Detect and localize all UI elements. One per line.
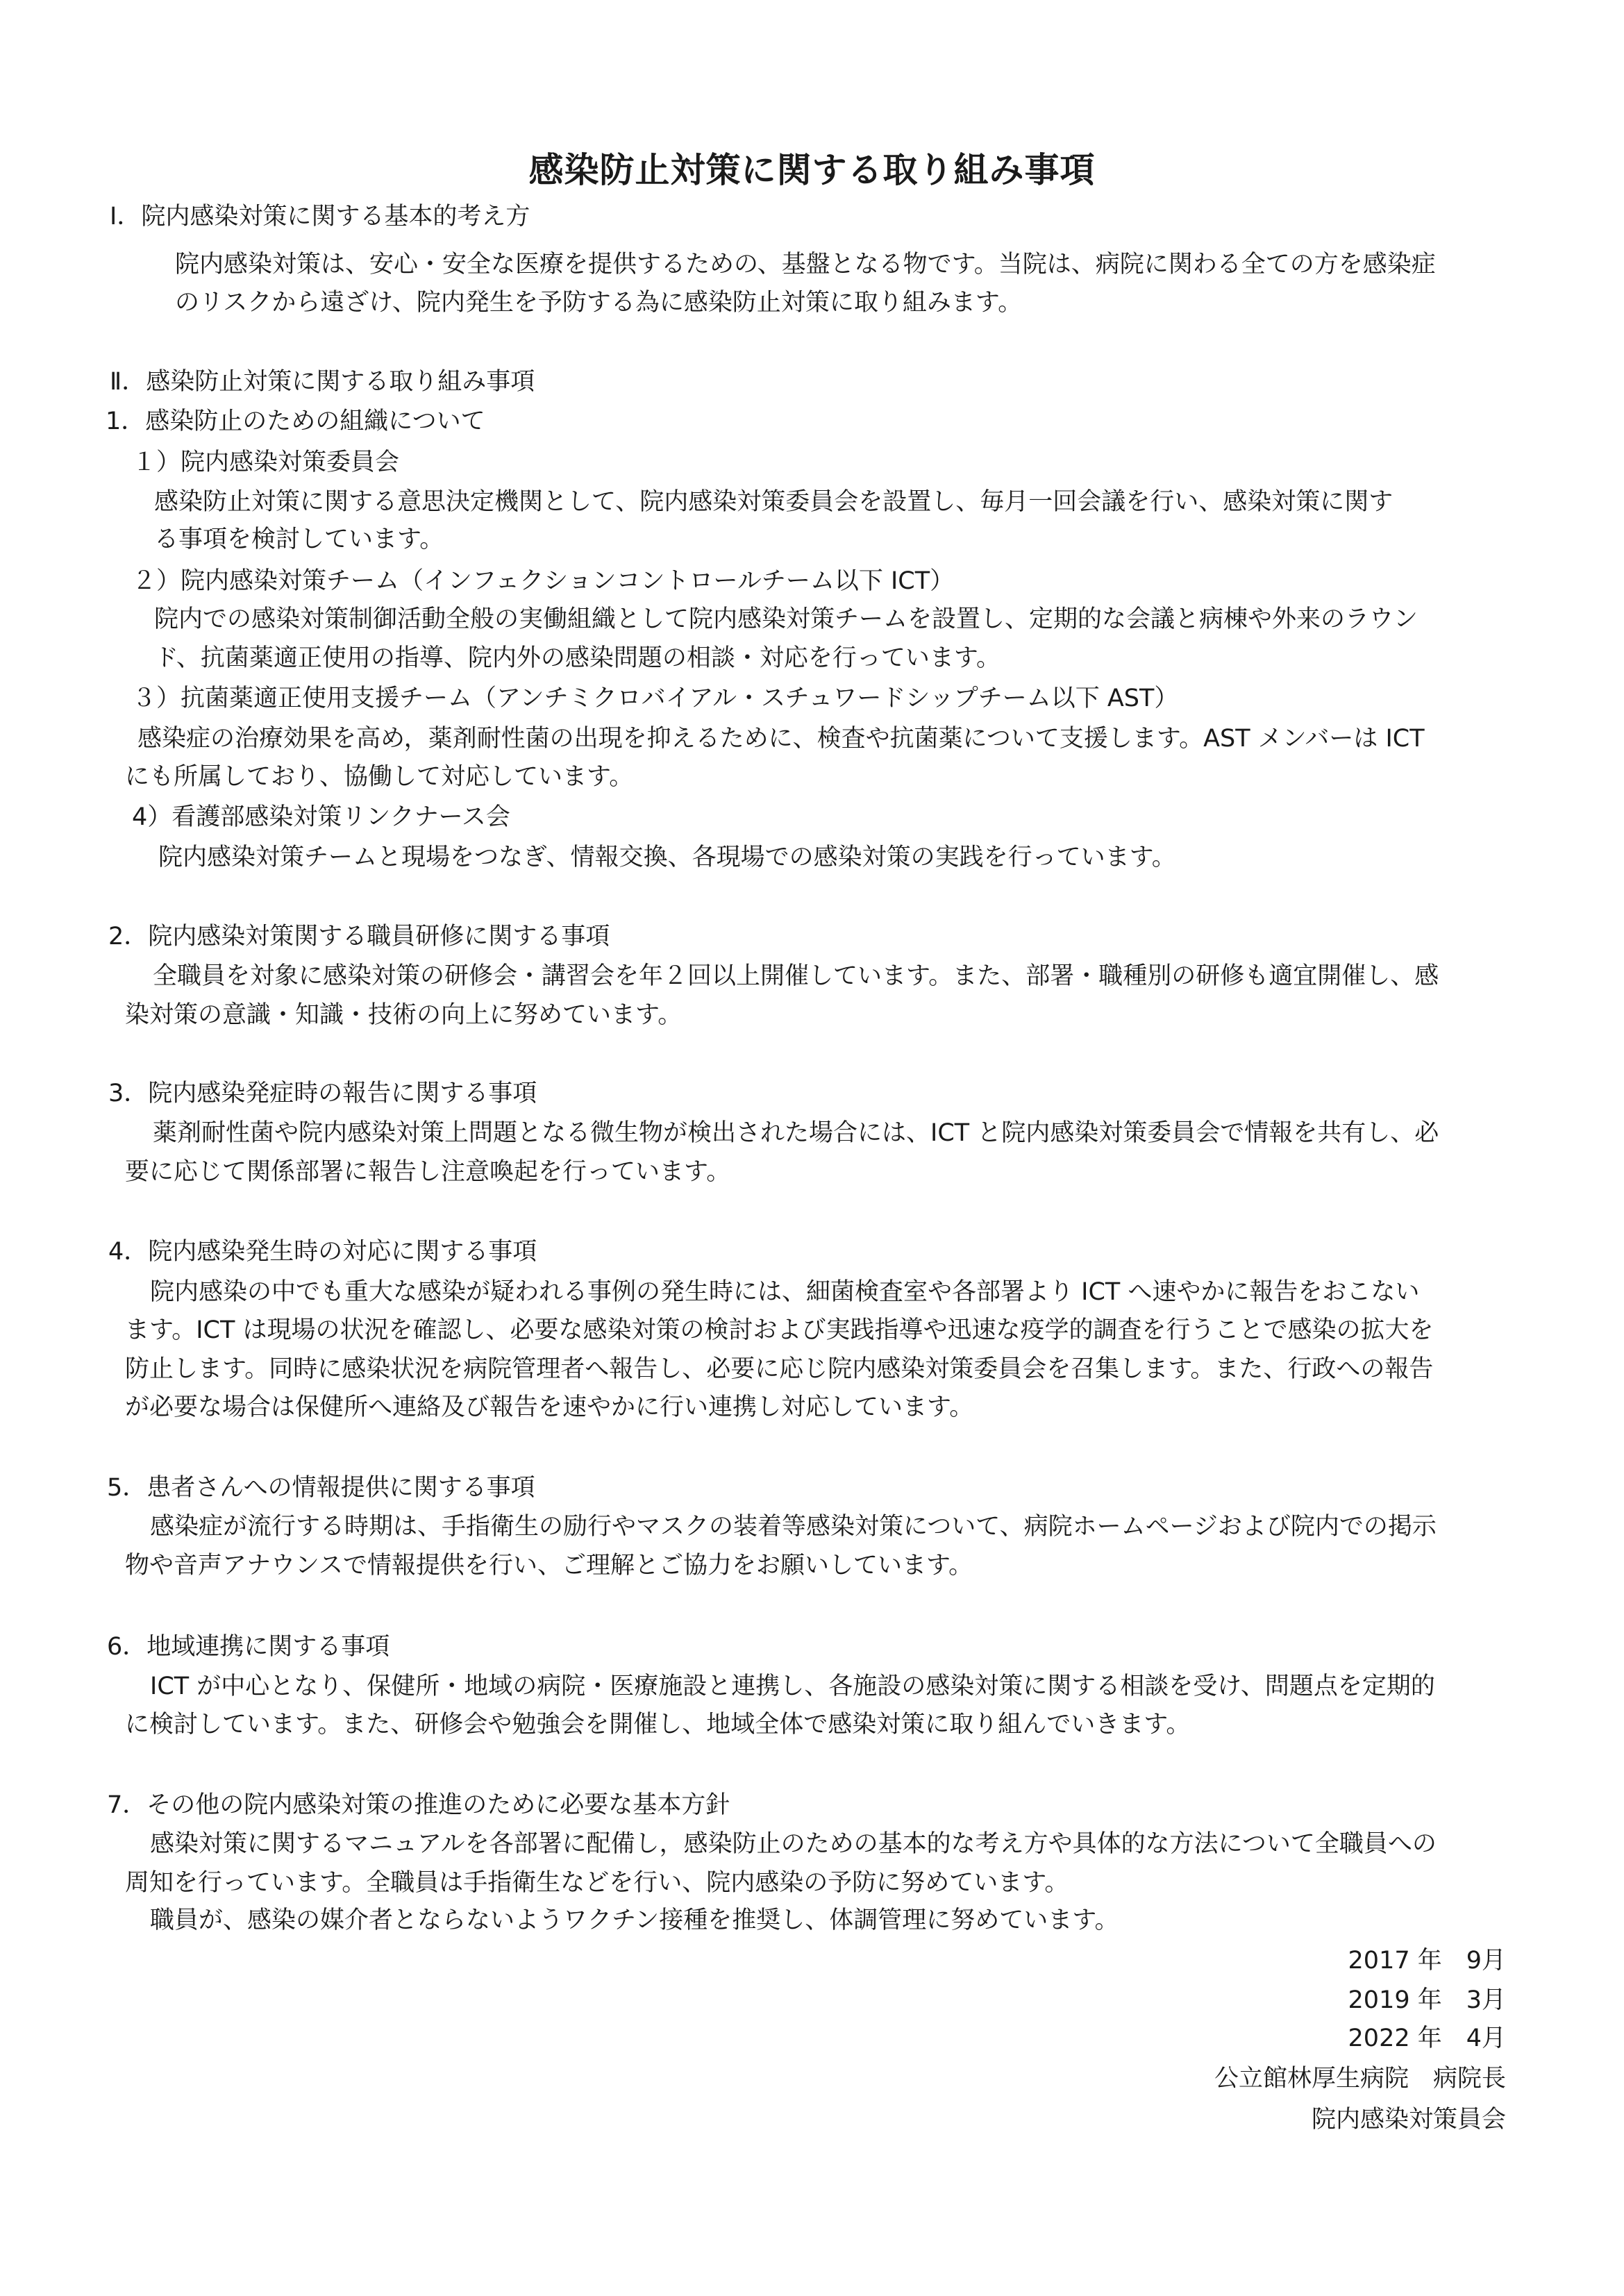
item-4-line-4: が必要な場合は保健所へ連絡及び報告を速やかに行い連携し対応しています。 <box>125 1393 974 1421</box>
section-2-heading: Ⅱ．感染防止対策に関する取り組み事項 <box>110 368 535 396</box>
sub-2-heading: ２）院内感染対策チーム（インフェクションコントロールチーム以下 ICT） <box>132 567 955 595</box>
signature-org: 公立館林厚生病院 病院長 <box>1214 2065 1506 2093</box>
sub-3-line-1: 感染症の治療効果を高め，薬剤耐性菌の出現を抑えるために、検査や抗菌薬について支援します。AST メンバーは ICT <box>137 725 1425 753</box>
sub-1-heading: １）院内感染対策委員会 <box>132 449 400 476</box>
revision-date-1: 2017 年 9月 <box>1348 1947 1506 1975</box>
sub-4-line-1: 院内感染対策チームと現場をつなぎ、情報交換、各現場での感染対策の実践を行っています。 <box>158 844 1176 871</box>
item-7-line-1: 感染対策に関するマニュアルを各部署に配備し，感染防止のための基本的な考え方や具体的な方法について全職員への <box>150 1830 1437 1858</box>
item-5-line-1: 感染症が流行する時期は、手指衛生の励行やマスクの装着等感染対策について、病院ホームページおよび院内での掲示 <box>150 1513 1437 1541</box>
item-4-line-2: ます。ICT は現場の状況を確認し、必要な感染対策の検討および実践指導や迅速な疫学的調査を行うことで感染の拡大を <box>125 1316 1434 1344</box>
sub-3-line-2: にも所属しており、協働して対応しています。 <box>125 763 634 791</box>
item-4-heading: 4．院内感染発生時の対応に関する事項 <box>108 1238 537 1266</box>
section-1-line-1: 院内感染対策は、安心・安全な医療を提供するための、基盤となる物です。当院は、病院に関わる全ての方を感染症 <box>175 251 1436 278</box>
item-3-heading: 3．院内感染発症時の報告に関する事項 <box>108 1080 537 1107</box>
item-6-heading: 6．地域連携に関する事項 <box>107 1633 390 1661</box>
item-4-line-3: 防止します。同時に感染状況を病院管理者へ報告し、必要に応じ院内感染対策委員会を召集します。また、行政への報告 <box>125 1355 1434 1383</box>
item-6-line-1: ICT が中心となり、保健所・地域の病院・医療施設と連携し、各施設の感染対策に関する相談を受け、問題点を定期的 <box>150 1673 1435 1700</box>
item-4-line-1: 院内感染の中でも重大な感染が疑われる事例の発生時には、細菌検査室や各部署より ICT へ速やかに報告をおこない <box>150 1278 1420 1306</box>
sub-1-line-1: 感染防止対策に関する意思決定機関として、院内感染対策委員会を設置し、毎月一回会議を行い、感染対策に関す <box>154 488 1393 516</box>
item-6-line-2: に検討しています。また、研修会や勉強会を開催し、地域全体で感染対策に取り組んでいきます。 <box>125 1711 1191 1738</box>
revision-date-3: 2022 年 4月 <box>1348 2025 1506 2052</box>
sub-2-line-2: ド、抗菌薬適正使用の指導、院内外の感染問題の相談・対応を行っています。 <box>154 644 1001 672</box>
signature-committee: 院内感染対策員会 <box>1311 2106 1506 2134</box>
item-5-heading: 5．患者さんへの情報提供に関する事項 <box>107 1474 535 1502</box>
item-7-line-3: 職員が、感染の媒介者とならないようワクチン接種を推奨し、体調管理に努めています。 <box>150 1907 1119 1934</box>
section-1-heading: Ⅰ．院内感染対策に関する基本的考え方 <box>110 203 530 231</box>
item-3-line-2: 要に応じて関係部署に報告し注意喚起を行っています。 <box>125 1158 731 1186</box>
item-2-line-1: 全職員を対象に感染対策の研修会・講習会を年２回以上開催しています。また、部署・職種別の研修も適宜開催し、感 <box>153 962 1439 990</box>
item-5-line-2: 物や音声アナウンスで情報提供を行い、ご理解とご協力をお願いしています。 <box>125 1552 973 1579</box>
sub-4-heading: 4）看護部感染対策リンクナース会 <box>132 803 510 831</box>
item-7-heading: 7．その他の院内感染対策の推進のために必要な基本方針 <box>107 1791 730 1819</box>
revision-date-2: 2019 年 3月 <box>1348 1986 1506 2014</box>
sub-2-line-1: 院内での感染対策制御活動全般の実働組織として院内感染対策チームを設置し、定期的な会議と病棟や外来のラウン <box>154 605 1418 633</box>
item-7-line-2: 周知を行っています。全職員は手指衛生などを行い、院内感染の予防に努めています。 <box>125 1869 1069 1897</box>
item-1-heading: 1．感染防止のための組織について <box>106 408 485 435</box>
section-1-line-2: のリスクから遠ざけ、院内発生を予防する為に感染防止対策に取り組みます。 <box>175 289 1023 317</box>
item-2-heading: 2．院内感染対策関する職員研修に関する事項 <box>108 923 610 950</box>
item-2-line-2: 染対策の意識・知識・技術の向上に努めています。 <box>125 1001 683 1029</box>
document-title: 感染防止対策に関する取り組み事項 <box>528 150 1096 190</box>
sub-1-line-2: る事項を検討しています。 <box>154 526 444 553</box>
item-3-line-1: 薬剤耐性菌や院内感染対策上問題となる微生物が検出された場合には、ICT と院内感染対策委員会で情報を共有し、必 <box>153 1119 1439 1147</box>
sub-3-heading: ３）抗菌薬適正使用支援チーム（アンチミクロバイアル・スチュワードシップチーム以下 AST） <box>132 685 1179 712</box>
